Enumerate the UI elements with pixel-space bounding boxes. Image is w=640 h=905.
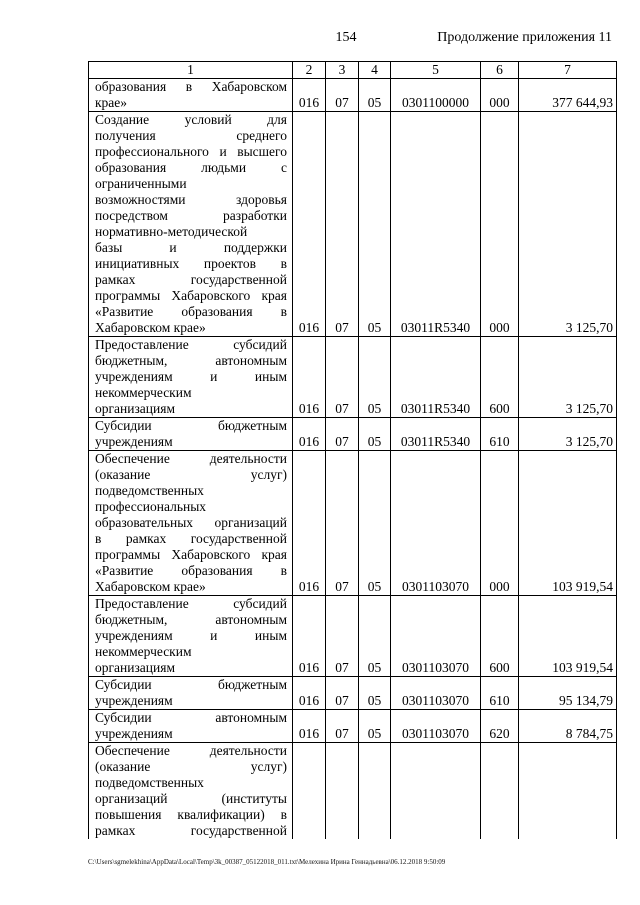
description-line: учреждениям <box>95 726 173 741</box>
section-code-cell <box>326 743 359 840</box>
column-header-4: 4 <box>359 62 391 79</box>
description-line: повышения квалификации) в <box>95 807 287 822</box>
ministry-code-cell: 016 <box>293 677 326 710</box>
description-line: организаций (институты <box>95 791 287 806</box>
description-line: профессиональных <box>95 499 207 514</box>
description-cell <box>89 451 293 596</box>
description-line: профессионального и высшего <box>95 144 287 159</box>
file-path-footer: C:\Users\sgmelekhina\AppData\Local\Temp\3k_00387_05122018_011.txt\Мелехина Ирина Геннадьевна\06.12.2018 9:50:09 <box>88 858 446 866</box>
table-row <box>89 677 617 710</box>
amount-cell: 8 784,75 <box>519 710 617 743</box>
target-item-code-cell: 03011R5340 <box>391 337 481 418</box>
description-line: организациям <box>95 660 176 675</box>
column-header-2: 2 <box>293 62 326 79</box>
description-cell <box>89 677 293 710</box>
amount-cell: 103 919,54 <box>519 451 617 596</box>
description-cell <box>89 79 293 112</box>
ministry-code-cell: 016 <box>293 337 326 418</box>
ministry-code-cell: 016 <box>293 112 326 337</box>
expense-type-code-cell <box>481 743 519 840</box>
section-code-cell: 07 <box>326 418 359 451</box>
description-line: Обеспечение деятельности <box>95 451 287 466</box>
description-line: подведомственных <box>95 483 204 498</box>
section-code-cell: 07 <box>326 677 359 710</box>
amount-cell: 3 125,70 <box>519 418 617 451</box>
description-line: учреждениям и иным <box>95 628 287 643</box>
expense-type-code-cell: 620 <box>481 710 519 743</box>
section-code-cell: 07 <box>326 79 359 112</box>
expense-type-code-cell: 000 <box>481 79 519 112</box>
description-line: Предоставление субсидий <box>95 596 287 611</box>
description-line: программы Хабаровского края <box>95 547 287 562</box>
ministry-code-cell: 016 <box>293 451 326 596</box>
description-line: бюджетным, автономным <box>95 612 287 627</box>
description-cell <box>89 418 293 451</box>
amount-cell: 3 125,70 <box>519 112 617 337</box>
subsection-code-cell: 05 <box>359 710 391 743</box>
description-line: (оказание услуг) <box>95 467 287 482</box>
amount-cell: 3 125,70 <box>519 337 617 418</box>
subsection-code-cell: 05 <box>359 677 391 710</box>
appendix-table <box>88 61 617 839</box>
expense-type-code-cell: 000 <box>481 112 519 337</box>
target-item-code-cell: 0301103070 <box>391 710 481 743</box>
description-line: образования в Хабаровском <box>95 79 287 94</box>
description-line: (оказание услуг) <box>95 759 287 774</box>
table-row <box>89 337 617 418</box>
expense-type-code-cell: 600 <box>481 337 519 418</box>
description-line: учреждениям <box>95 693 173 708</box>
description-cell <box>89 112 293 337</box>
ministry-code-cell: 016 <box>293 710 326 743</box>
subsection-code-cell: 05 <box>359 418 391 451</box>
description-line: Предоставление субсидий <box>95 337 287 352</box>
description-line: Хабаровском крае» <box>95 320 206 335</box>
description-line: Субсидии бюджетным <box>95 677 287 692</box>
description-line: программы Хабаровского края <box>95 288 287 303</box>
table-row <box>89 418 617 451</box>
description-line: «Развитие образования в <box>95 304 287 319</box>
description-line: образовательных организаций <box>95 515 287 530</box>
description-line: подведомственных <box>95 775 204 790</box>
section-code-cell: 07 <box>326 710 359 743</box>
target-item-code-cell: 0301103070 <box>391 596 481 677</box>
description-line: возможностями здоровья <box>95 192 287 207</box>
description-line: крае» <box>95 95 128 110</box>
description-line: Субсидии бюджетным <box>95 418 287 433</box>
description-line: получения среднего <box>95 128 287 143</box>
description-line: учреждениям <box>95 434 173 449</box>
target-item-code-cell: 0301100000 <box>391 79 481 112</box>
description-line: нормативно-методической <box>95 224 248 239</box>
table-row <box>89 112 617 337</box>
description-line: учреждениям и иным <box>95 369 287 384</box>
table-row <box>89 743 617 840</box>
column-number-row <box>89 62 617 79</box>
description-line: Обеспечение деятельности <box>95 743 287 758</box>
column-header-7: 7 <box>519 62 617 79</box>
column-header-5: 5 <box>391 62 481 79</box>
target-item-code-cell: 03011R5340 <box>391 112 481 337</box>
column-header-3: 3 <box>326 62 359 79</box>
continuation-label: Продолжение приложения 11 <box>437 30 612 45</box>
ministry-code-cell <box>293 743 326 840</box>
description-cell <box>89 596 293 677</box>
section-code-cell: 07 <box>326 451 359 596</box>
description-line: Создание условий для <box>95 112 287 127</box>
description-line: посредством разработки <box>95 208 287 223</box>
ministry-code-cell: 016 <box>293 79 326 112</box>
table-row <box>89 451 617 596</box>
description-line: Хабаровском крае» <box>95 579 206 594</box>
description-line: Субсидии автономным <box>95 710 287 725</box>
description-line: базы и поддержки <box>95 240 287 255</box>
target-item-code-cell: 03011R5340 <box>391 418 481 451</box>
amount-cell: 377 644,93 <box>519 79 617 112</box>
description-line: некоммерческим <box>95 385 192 400</box>
subsection-code-cell: 05 <box>359 451 391 596</box>
subsection-code-cell: 05 <box>359 596 391 677</box>
table-body <box>89 79 617 840</box>
description-cell <box>89 743 293 840</box>
description-line: образования людьми с <box>95 160 287 175</box>
section-code-cell: 07 <box>326 596 359 677</box>
description-line: рамках государственной <box>95 272 287 287</box>
expense-type-code-cell: 610 <box>481 677 519 710</box>
section-code-cell: 07 <box>326 337 359 418</box>
description-line: бюджетным, автономным <box>95 353 287 368</box>
description-line: некоммерческим <box>95 644 192 659</box>
amount-cell: 95 134,79 <box>519 677 617 710</box>
description-cell <box>89 710 293 743</box>
table-row <box>89 710 617 743</box>
target-item-code-cell: 0301103070 <box>391 677 481 710</box>
expense-type-code-cell: 000 <box>481 451 519 596</box>
description-line: ограниченными <box>95 176 187 191</box>
column-header-1: 1 <box>89 62 293 79</box>
description-line: рамках государственной <box>95 823 287 838</box>
amount-cell <box>519 743 617 840</box>
amount-cell: 103 919,54 <box>519 596 617 677</box>
page-number: 154 <box>335 30 357 45</box>
description-line: в рамках государственной <box>95 531 287 546</box>
description-line: «Развитие образования в <box>95 563 287 578</box>
target-item-code-cell: 0301103070 <box>391 451 481 596</box>
column-header-6: 6 <box>481 62 519 79</box>
table-row <box>89 596 617 677</box>
ministry-code-cell: 016 <box>293 418 326 451</box>
subsection-code-cell: 05 <box>359 112 391 337</box>
subsection-code-cell: 05 <box>359 337 391 418</box>
table-row <box>89 79 617 112</box>
subsection-code-cell <box>359 743 391 840</box>
description-cell <box>89 337 293 418</box>
subsection-code-cell: 05 <box>359 79 391 112</box>
description-line: инициативных проектов в <box>95 256 287 271</box>
expense-type-code-cell: 610 <box>481 418 519 451</box>
target-item-code-cell <box>391 743 481 840</box>
expense-type-code-cell: 600 <box>481 596 519 677</box>
description-line: организациям <box>95 401 176 416</box>
ministry-code-cell: 016 <box>293 596 326 677</box>
section-code-cell: 07 <box>326 112 359 337</box>
